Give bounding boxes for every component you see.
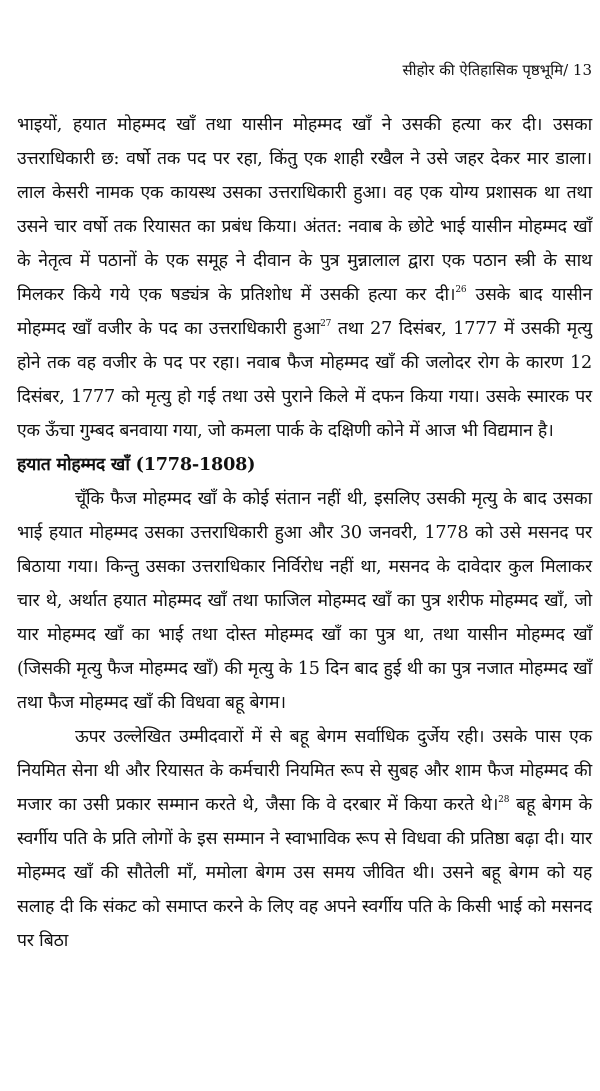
footnote-ref-28[interactable]: 28 xyxy=(498,795,510,805)
footnote-ref-27[interactable]: 27 xyxy=(320,319,332,329)
paragraph-bahu-begum xyxy=(17,720,592,958)
page-body-text xyxy=(17,108,592,958)
paragraph-text: भाइयों, हयात मोहम्मद खाँ तथा यासीन मोहम्मद खाँ ने उसकी हत्या कर दी। उसका उत्तराधिकारी छ: वर्षो तक पद पर रहा, किंतु एक शाही रखैल ने उसे जहर देकर मार डाला। लाल केसरी नामक एक कायस्थ उसका उत्तराधिकारी हुआ। वह एक योग्य प्रशासक था तथा उसने चार वर्षो तक रियासत का प्रबंध किया। अंतत: नवाब के छोटे भाई यासीन मोहम्मद खाँ के नेतृत्व में पठानों के एक समूह ने दीवान के पुत्र मुन्नालाल द्वारा एक पठान स्त्री के साथ मिलकर किये गये एक षड्यंत्र के प्रतिशोध में उसकी हत्या कर दी। xyxy=(17,115,592,305)
paragraph-text: बहू बेगम के स्वर्गीय पति के प्रति लोगों के इस सम्मान ने स्वाभाविक रूप से विधवा की प्रतिष्ठा बढ़ा दी। यार मोहम्मद खाँ की सौतेली माँ, ममोला बेगम उस समय जीवित थी। उसने बहू बेगम को यह सलाह दी कि संकट को समाप्त करने के लिए वह अपने स्वर्गीय पति के किसी भाई को मसनद पर बिठा xyxy=(17,795,592,951)
running-header: सीहोर की ऐतिहासिक पृष्ठभूमि/ 13 xyxy=(402,61,592,79)
paragraph-nawab-succession xyxy=(17,108,592,448)
paragraph-text: तथा 27 दिसंबर, 1777 में उसकी मृत्यु होने तक वह वजीर के पद पर रहा। नवाब फैज मोहम्मद खाँ की जलोदर रोग के कारण 12 दिसंबर, 1777 को मृत्यु हो गई तथा उसे पुराने किले में दफन किया गया। उसके स्मारक पर एक ऊँचा गुम्बद बनवाया गया, जो कमला पार्क के दक्षिणी कोने में आज भी विद्यमान है। xyxy=(17,319,592,441)
paragraph-succession-claimants: चूँकि फैज मोहम्मद खाँ के कोई संतान नहीं थी, इसलिए उसकी मृत्यु के बाद उसका भाई हयात मोहम्मद उसका उत्तराधिकारी हुआ और 30 जनवरी, 1778 को उसे मसनद पर बिठाया गया। किन्तु उसका उत्तराधिकार निर्विरोध नहीं था, मसनद के दावेदार कुल मिलाकर चार थे, अर्थात हयात मोहम्मद खाँ तथा फाजिल मोहम्मद खाँ का पुत्र शरीफ मोहम्मद खाँ, जो यार मोहम्मद खाँ का भाई तथा दोस्त मोहम्मद खाँ का पुत्र था, तथा यासीन मोहम्मद खाँ (जिसकी मृत्यु फैज मोहम्मद खाँ) की मृत्यु के 15 दिन बाद हुई थी का पुत्र नजात मोहम्मद खाँ तथा फैज मोहम्मद खाँ की विधवा बहू बेगम। xyxy=(17,489,592,713)
paragraph-text: ऊपर उल्लेखित उम्मीदवारों में से बहू बेगम सर्वाधिक दुर्जेय रही। उसके पास एक नियमित सेना थी और रियासत के कर्मचारी नियमित रूप से सुबह और शाम फैज मोहम्मद की मजार का उसी प्रकार सम्मान करते थे, जैसा कि वे दरबार में किया करते थे। xyxy=(17,727,592,815)
section-heading-hayat-mohammad-khan: हयात मोहम्मद खाँ (1778-1808) xyxy=(17,454,256,475)
paragraph-text: उसके बाद यासीन मोहम्मद खाँ वजीर के पद का उत्तराधिकारी हुआ xyxy=(17,285,593,339)
footnote-ref-26[interactable]: 26 xyxy=(455,285,467,295)
